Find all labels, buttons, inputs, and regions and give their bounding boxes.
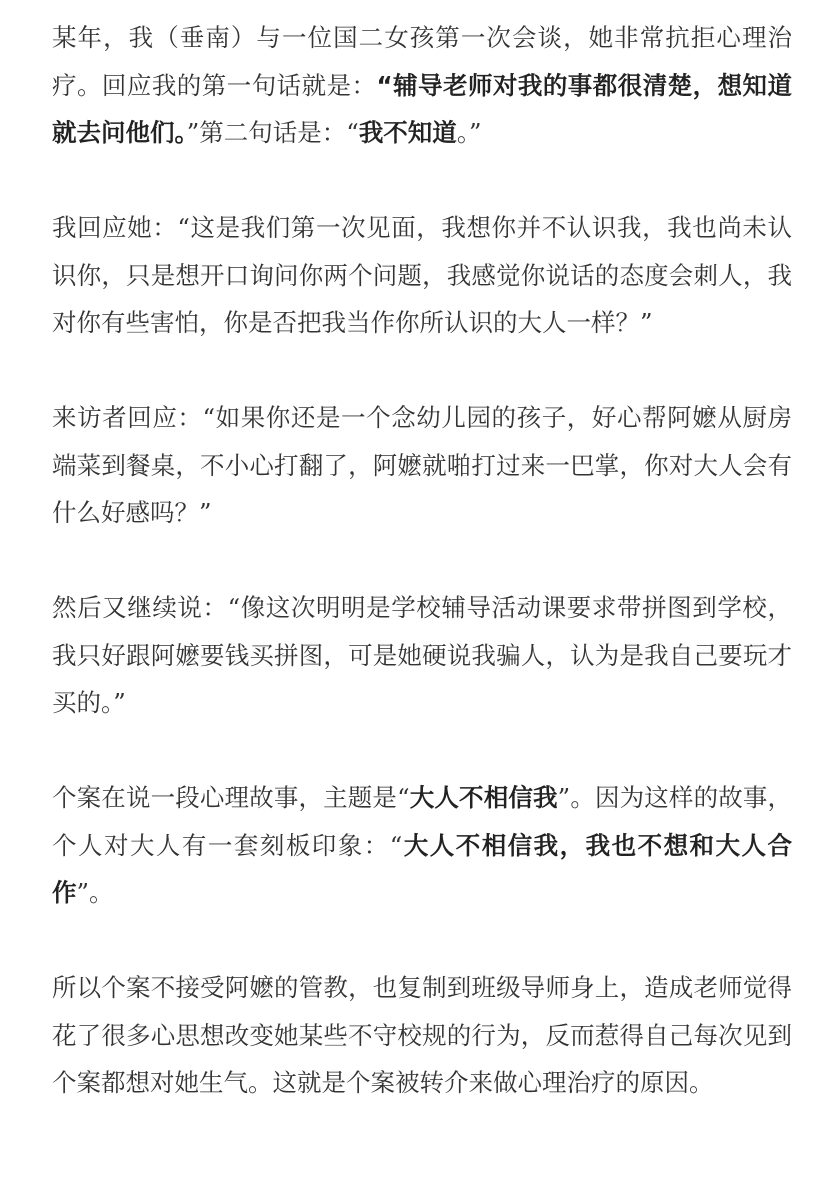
text-run: 我回应她：“这是我们第一次见面，我想你并不认识我，我也尚未认识你，只是想开口询问你两个问题，我感觉你说话的态度会刺人，我对你有些害怕，你是否把我当作你所认识的大人一样？” [52, 213, 792, 337]
text-run: 某年，我（垂南）与一位国二女孩第一次会谈，她非常抗拒心理治疗。回应我的第一句话就是： [52, 23, 792, 100]
paragraph-3 [52, 394, 792, 537]
text-run: ”。 [76, 878, 114, 907]
text-run: 。” [456, 118, 482, 147]
paragraph-6 [52, 964, 792, 1107]
bold-quote: 我不知道 [358, 118, 457, 147]
bold-theme: 大人不相信我 [409, 783, 558, 812]
bold-stereotype: 大人不相信我，我也不想和大人合作 [52, 830, 792, 907]
text-run: 来访者回应：“如果你还是一个念幼儿园的孩子，好心帮阿嬷从厨房端菜到餐桌，不小心打翻了，阿嬷就啪打过来一巴掌，你对大人会有什么好感吗？” [52, 403, 792, 527]
text-run: 所以个案不接受阿嬷的管教，也复制到班级导师身上，造成老师觉得花了很多心思想改变她某些不守校规的行为，反而惹得自己每次见到个案都想对她生气。这就是个案被转介来做心理治疗的原因。 [52, 973, 792, 1097]
paragraph-2 [52, 204, 792, 347]
text-run: 个案在说一段心理故事，主题是“ [52, 783, 410, 812]
paragraph-1 [52, 14, 792, 157]
text-run: 然后又继续说：“像这次明明是学校辅导活动课要求带拼图到学校，我只好跟阿嬷要钱买拼图，可是她硬说我骗人，认为是我自己要玩才买的。” [52, 593, 792, 717]
bold-quote: “辅导老师对我的事都很清楚，想知道就去问他们。 [52, 70, 793, 147]
text-run: ”。因为这样的故事，个人对大人有一套刻板印象：“ [52, 783, 793, 860]
article-body [52, 14, 792, 1107]
paragraph-5 [52, 774, 792, 917]
text-run: ”第二句话是：“ [186, 118, 359, 147]
paragraph-4 [52, 584, 792, 727]
